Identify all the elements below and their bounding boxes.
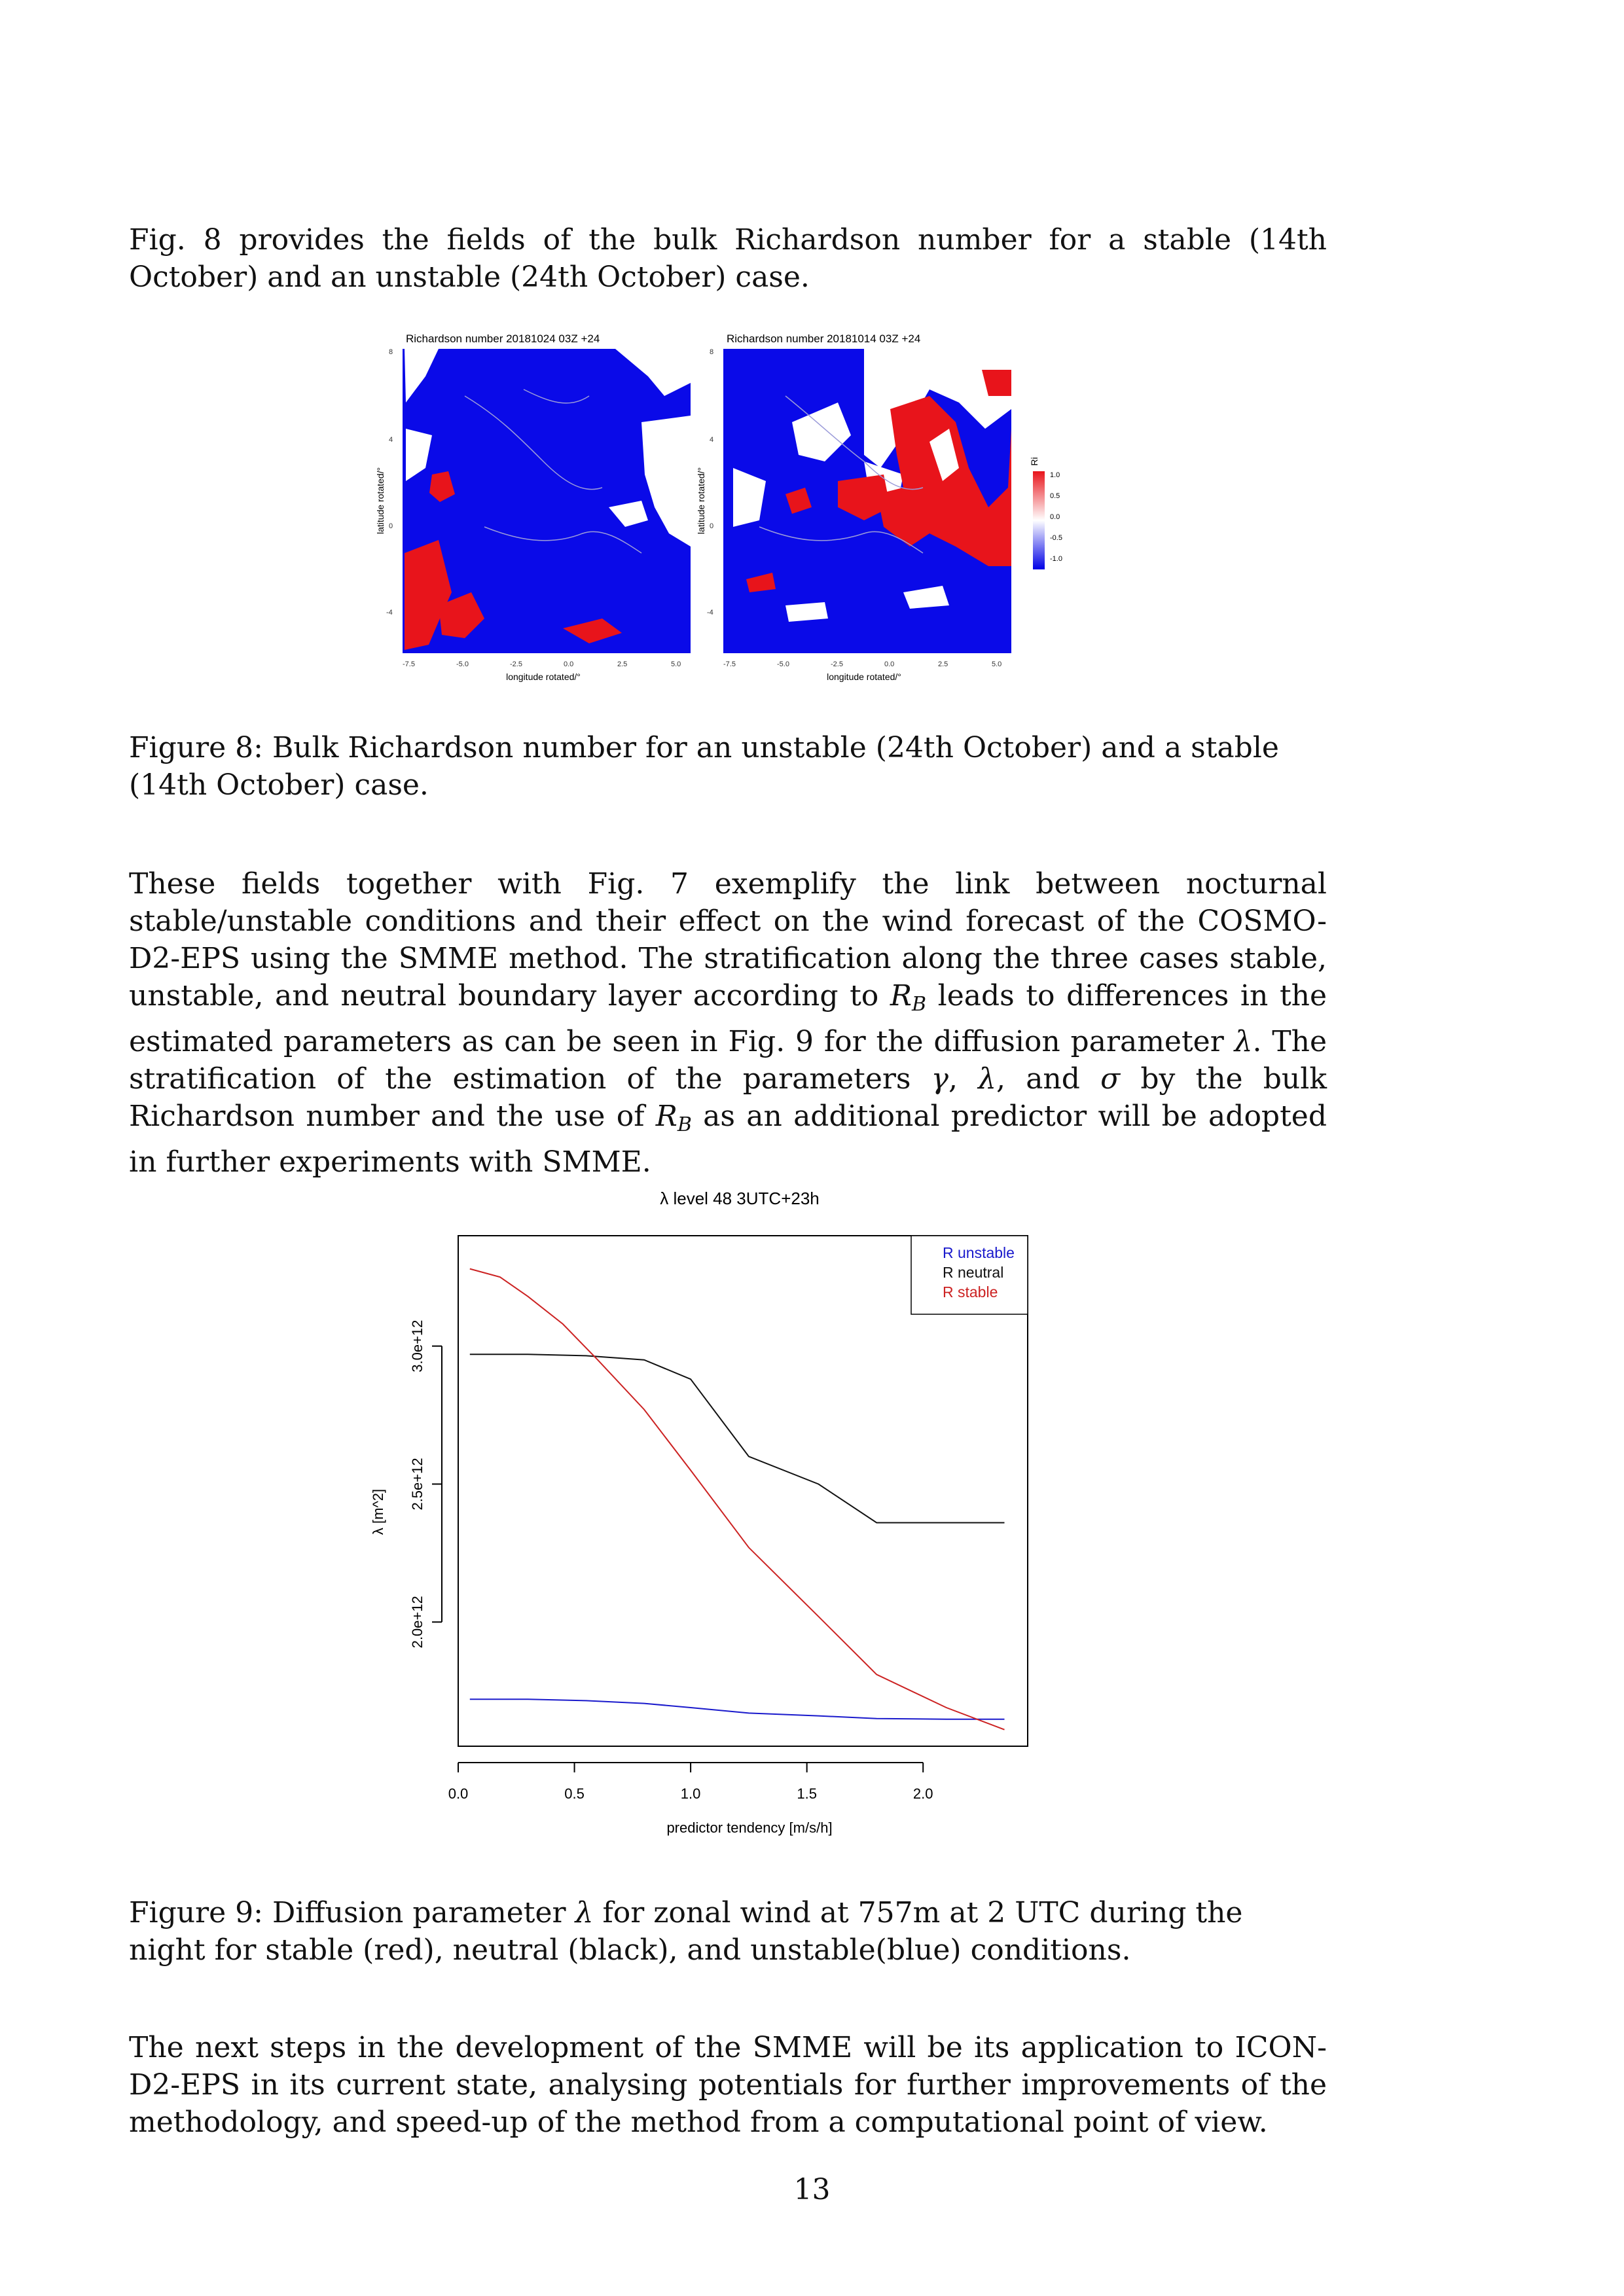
body-paragraph xyxy=(129,865,1327,1181)
lambda-symbol-2: λ xyxy=(978,1062,997,1096)
x-axis xyxy=(448,1763,933,1802)
colorbar xyxy=(1029,457,1062,569)
map-2-xtick-1: -5.0 xyxy=(777,660,789,668)
colorbar-tick-0: 1.0 xyxy=(1050,471,1060,479)
map-2-xtick-3: 0.0 xyxy=(884,660,895,668)
rb-subscript: B xyxy=(912,993,927,1016)
legend-entry: R stable xyxy=(943,1283,998,1300)
map-stable xyxy=(696,332,1011,682)
map-1-ytick-2: 0 xyxy=(389,522,393,530)
map-1-xtick-2: -2.5 xyxy=(510,660,522,668)
map-2-xtick-5: 5.0 xyxy=(992,660,1002,668)
body-text-f: as an additional predictor will be adopted in further experiments with SMME. xyxy=(129,1100,1327,1179)
y-tick-label: 2.5e+12 xyxy=(409,1458,425,1511)
map-2-ytick-1: 4 xyxy=(710,436,714,444)
body-text-a: These fields together with Fig. 7 exemplify the link between nocturnal stable/unstable conditions and their effect on the wind forecast of the COSMO-D2-EPS using the SMME method. The stratification along the three cases stable, unstable, and neutral boundary layer according to xyxy=(129,867,1327,1013)
map-1-ytick-3: -4 xyxy=(386,609,393,617)
map-2-title: Richardson number 20181014 03Z +24 xyxy=(727,332,921,345)
body-text-e: by the bulk Richardson number and the use of xyxy=(129,1062,1327,1133)
map-1-xtick-1: -5.0 xyxy=(456,660,469,668)
figure-8 xyxy=(367,331,1152,704)
figure-9-caption-a: Figure 9: Diffusion parameter xyxy=(129,1896,575,1929)
closing-paragraph: The next steps in the development of the SMME will be its application to ICON-D2-EPS in its current state, analysing potentials for further improvements of the methodology, and speed-up of the method from a computational point of view. xyxy=(129,2031,1327,2139)
map-2-white-south xyxy=(785,602,828,622)
legend-entry: R unstable xyxy=(943,1244,1015,1261)
series-line-1 xyxy=(470,1354,1005,1522)
colorbar-gradient xyxy=(1033,471,1045,569)
body-text-b: leads to differences in the estimated parameters as can be seen in Fig. 9 for the diffusion parameter xyxy=(129,979,1327,1058)
map-1-xtick-4: 2.5 xyxy=(617,660,628,668)
x-axis-label: predictor tendency [m/s/h] xyxy=(666,1820,833,1836)
x-tick-label: 0.0 xyxy=(448,1785,469,1802)
colorbar-tick-4: -1.0 xyxy=(1050,555,1062,563)
y-tick-label: 3.0e+12 xyxy=(409,1319,425,1372)
page-number: 13 xyxy=(793,2173,831,2206)
map-1-xtick-5: 5.0 xyxy=(671,660,681,668)
y-axis-label: λ [m^2] xyxy=(370,1488,386,1535)
colorbar-tick-3: -0.5 xyxy=(1050,534,1062,542)
map-1-xtick-3: 0.0 xyxy=(564,660,574,668)
series-line-2 xyxy=(470,1269,1005,1730)
x-tick-label: 2.0 xyxy=(912,1785,933,1802)
body-text-c: . The stratification of the estimation of the parameters xyxy=(129,1025,1327,1096)
map-2-ylabel: latitude rotated/° xyxy=(696,467,706,535)
rb-subscript-2: B xyxy=(677,1113,692,1136)
map-unstable xyxy=(375,332,691,682)
x-tick-label: 0.5 xyxy=(564,1785,585,1802)
map-2-xlabel: longitude rotated/° xyxy=(827,672,901,682)
map-1-title: Richardson number 20181024 03Z +24 xyxy=(406,332,600,345)
x-tick-label: 1.5 xyxy=(797,1785,817,1802)
map-1-xlabel: longitude rotated/° xyxy=(506,672,581,682)
lambda-symbol: λ xyxy=(1234,1025,1253,1058)
series-line-0 xyxy=(470,1699,1005,1719)
map-1-xtick-0: -7.5 xyxy=(403,660,415,668)
series-lines xyxy=(470,1269,1005,1730)
map-1-ylabel: latitude rotated/° xyxy=(375,467,386,535)
map-2-xtick-0: -7.5 xyxy=(723,660,736,668)
colorbar-tick-2: 0.0 xyxy=(1050,513,1060,521)
gamma-symbol: γ xyxy=(931,1062,948,1096)
legend xyxy=(911,1236,1028,1314)
map-2-ytick-3: -4 xyxy=(707,609,713,617)
y-tick-label: 2.0e+12 xyxy=(409,1596,425,1649)
intro-paragraph: Fig. 8 provides the fields of the bulk Richardson number for a stable (14th October) and an unstable (24th October) case. xyxy=(129,223,1327,294)
sigma-symbol: σ xyxy=(1100,1062,1121,1096)
map-1-ytick-0: 8 xyxy=(389,348,393,356)
map-2-xtick-4: 2.5 xyxy=(938,660,948,668)
rb-symbol-2: R xyxy=(655,1100,677,1133)
map-2-xtick-2: -2.5 xyxy=(831,660,843,668)
map-1-ytick-1: 4 xyxy=(389,436,393,444)
colorbar-title: Ri xyxy=(1029,457,1039,466)
legend-entry: R neutral xyxy=(943,1264,1004,1281)
chart-title: λ level 48 3UTC+23h xyxy=(660,1189,820,1208)
map-2-ytick-0: 8 xyxy=(710,348,714,356)
x-tick-label: 1.0 xyxy=(680,1785,701,1802)
figure-9-lambda: λ xyxy=(575,1896,594,1929)
rb-symbol: R xyxy=(890,979,912,1013)
figure-8-caption: Figure 8: Bulk Richardson number for an unstable (24th October) and a stable (14th October) case. xyxy=(129,731,1279,802)
body-comma: , xyxy=(948,1062,979,1096)
map-2-ytick-2: 0 xyxy=(710,522,714,530)
y-axis xyxy=(409,1320,442,1649)
body-text-d: , and xyxy=(996,1062,1101,1096)
figure-9-caption-b: for zonal wind at 757m at 2 UTC during the night for stable (red), neutral (black), and unstable(blue) conditions. xyxy=(129,1896,1243,1967)
figure-9-chart xyxy=(363,1185,1051,1852)
figure-9-caption xyxy=(129,1894,1327,1969)
colorbar-tick-1: 0.5 xyxy=(1050,492,1060,500)
